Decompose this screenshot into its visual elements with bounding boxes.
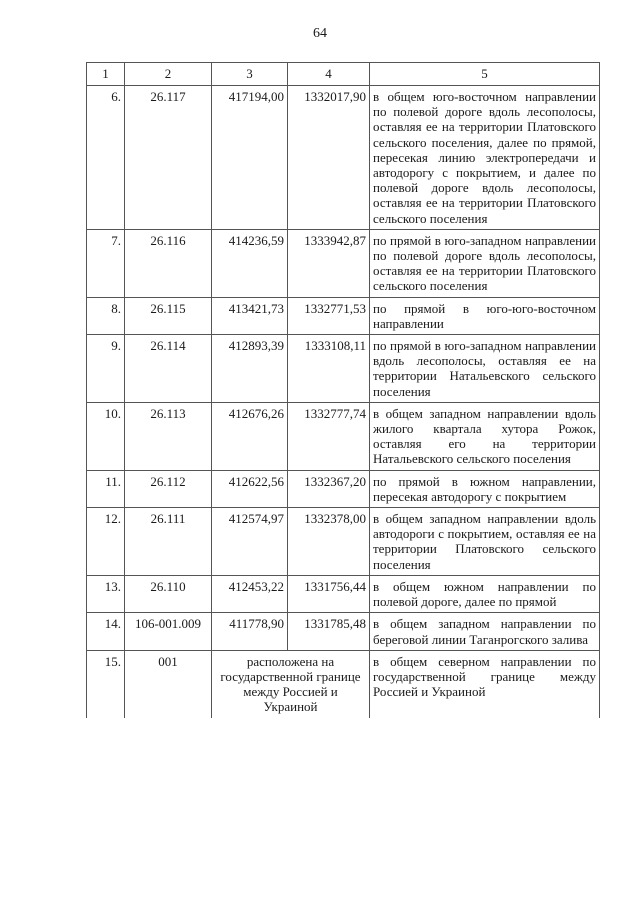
coord-y: 1333108,11 — [288, 335, 370, 403]
header-cell-4: 4 — [288, 63, 370, 86]
row-number: 14. — [87, 613, 125, 650]
row-number: 12. — [87, 508, 125, 576]
point-id: 106-001.009 — [125, 613, 212, 650]
boundary-description: по прямой в южном направлении, пересекая автодорогу с покрытием — [370, 470, 600, 507]
page-number: 64 — [313, 26, 327, 41]
boundary-table — [86, 62, 600, 718]
coord-x: 417194,00 — [212, 86, 288, 230]
coord-x: 412453,22 — [212, 575, 288, 612]
table-row — [87, 229, 600, 297]
coord-y: 1332777,74 — [288, 402, 370, 470]
table-row — [87, 402, 600, 470]
point-id: 26.113 — [125, 402, 212, 470]
row-number: 9. — [87, 335, 125, 403]
point-id: 001 — [125, 650, 212, 717]
boundary-description: в общем западном направлении вдоль автодороги с покрытием, оставляя ее на территории Платовского сельского поселения — [370, 508, 600, 576]
row-number: 8. — [87, 297, 125, 334]
point-id: 26.116 — [125, 229, 212, 297]
boundary-description: по прямой в юго-юго-восточном направлении — [370, 297, 600, 334]
row-number: 10. — [87, 402, 125, 470]
coord-y: 1333942,87 — [288, 229, 370, 297]
row-number: 13. — [87, 575, 125, 612]
merged-coord-note: расположена на государственной границе между Россией и Украиной — [212, 650, 370, 717]
boundary-description: в общем северном направлении по государственной границе между Россией и Украиной — [370, 650, 600, 717]
coord-x: 412893,39 — [212, 335, 288, 403]
header-cell-1: 1 — [87, 63, 125, 86]
coord-y: 1332771,53 — [288, 297, 370, 334]
boundary-description: в общем южном направлении по полевой дороге, далее по прямой — [370, 575, 600, 612]
header-cell-2: 2 — [125, 63, 212, 86]
table-row — [87, 470, 600, 507]
table-row — [87, 297, 600, 334]
point-id: 26.110 — [125, 575, 212, 612]
table-row — [87, 650, 600, 717]
coord-x: 411778,90 — [212, 613, 288, 650]
row-number: 15. — [87, 650, 125, 717]
coord-y: 1332367,20 — [288, 470, 370, 507]
point-id: 26.111 — [125, 508, 212, 576]
point-id: 26.117 — [125, 86, 212, 230]
coord-x: 414236,59 — [212, 229, 288, 297]
header-cell-5: 5 — [370, 63, 600, 86]
table-row — [87, 575, 600, 612]
point-id: 26.112 — [125, 470, 212, 507]
row-number: 7. — [87, 229, 125, 297]
coord-y: 1331785,48 — [288, 613, 370, 650]
boundary-description: в общем западном направлении по береговой линии Таганрогского залива — [370, 613, 600, 650]
point-id: 26.114 — [125, 335, 212, 403]
row-number: 6. — [87, 86, 125, 230]
boundary-description: в общем юго-восточном направлении по полевой дороге вдоль лесополосы, оставляя ее на территории Платовского сельского поселения, далее по прямой, пересекая линию электропередачи и автодорогу с покрытием, и далее по полевой дороге вдоль лесополосы, оставляя ее на территории Платовского сельского поселения — [370, 86, 600, 230]
point-id: 26.115 — [125, 297, 212, 334]
coord-y: 1331756,44 — [288, 575, 370, 612]
coord-y: 1332378,00 — [288, 508, 370, 576]
table-row — [87, 86, 600, 230]
table-row — [87, 508, 600, 576]
coord-x: 412574,97 — [212, 508, 288, 576]
row-number: 11. — [87, 470, 125, 507]
table-row — [87, 335, 600, 403]
header-cell-3: 3 — [212, 63, 288, 86]
boundary-description: по прямой в юго-западном направлении вдоль лесополосы, оставляя ее на территории Натальевского сельского поселения — [370, 335, 600, 403]
coord-x: 412622,56 — [212, 470, 288, 507]
coord-x: 413421,73 — [212, 297, 288, 334]
boundary-description: по прямой в юго-западном направлении по полевой дороге вдоль лесополосы, оставляя ее на территории Платовского сельского поселения — [370, 229, 600, 297]
coord-x: 412676,26 — [212, 402, 288, 470]
boundary-description: в общем западном направлении вдоль жилого квартала хутора Рожок, оставляя его на территории Натальевского сельского поселения — [370, 402, 600, 470]
table-row — [87, 613, 600, 650]
coord-y: 1332017,90 — [288, 86, 370, 230]
table-header-row — [87, 63, 600, 86]
